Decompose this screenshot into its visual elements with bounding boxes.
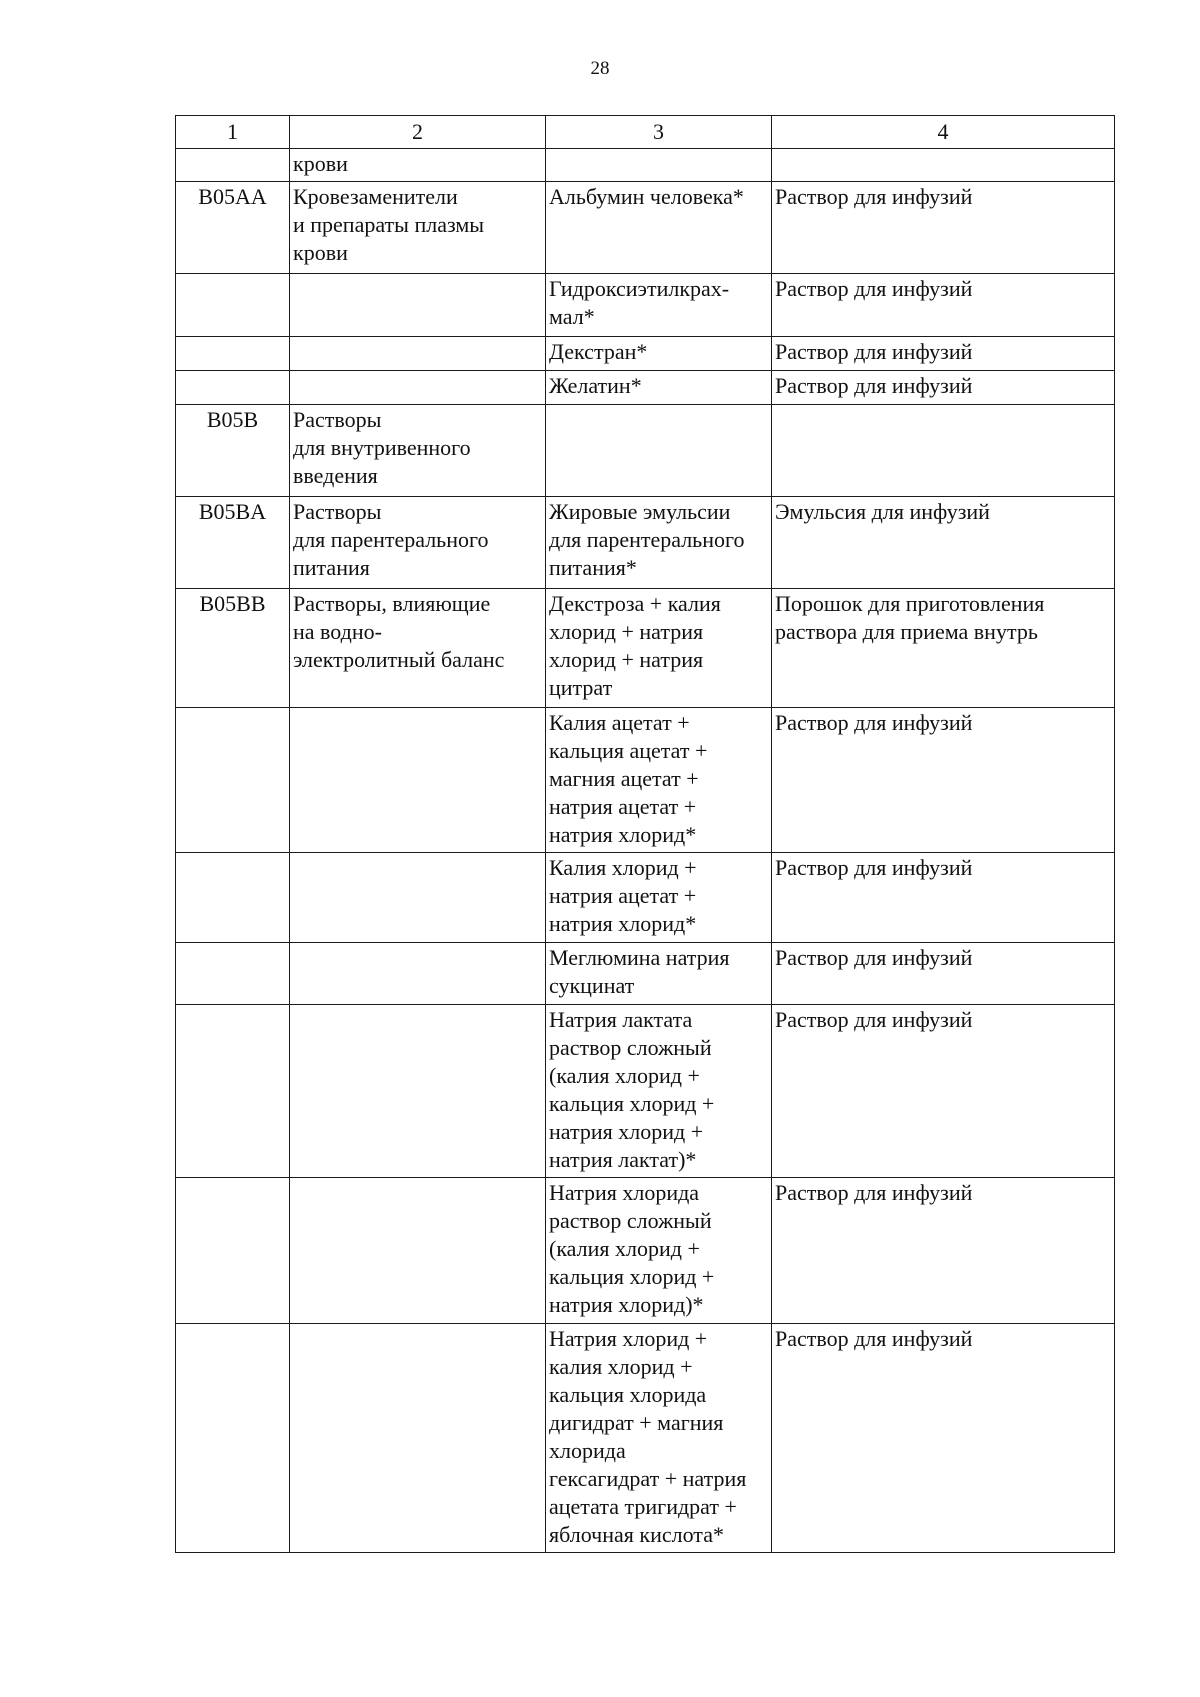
group-name-cell: Растворы для парентерального питания — [290, 497, 546, 589]
group-name-cell — [290, 1005, 546, 1178]
atc-code-cell: B05BB — [176, 589, 290, 708]
atc-code-cell — [176, 1005, 290, 1178]
atc-code-cell — [176, 149, 290, 182]
group-name-cell — [290, 708, 546, 853]
table-row — [176, 589, 1115, 708]
table-row — [176, 337, 1115, 371]
group-name-cell: Растворы, влияющие на водно- электролитный баланс — [290, 589, 546, 708]
table-row — [176, 708, 1115, 853]
dosage-form-cell: Раствор для инфузий — [772, 182, 1115, 274]
table-row — [176, 1005, 1115, 1178]
table-row — [176, 274, 1115, 337]
table-row — [176, 943, 1115, 1005]
atc-code-cell — [176, 337, 290, 371]
drug-name-cell: Альбумин человека* — [546, 182, 772, 274]
atc-code-cell — [176, 853, 290, 943]
drug-name-cell: Гидроксиэтилкрах- мал* — [546, 274, 772, 337]
drug-name-cell: Натрия хлорида раствор сложный (калия хлорид + кальция хлорид + натрия хлорид)* — [546, 1178, 772, 1324]
drug-name-cell — [546, 149, 772, 182]
dosage-form-cell: Раствор для инфузий — [772, 708, 1115, 853]
drug-name-cell: Натрия лактата раствор сложный (калия хлорид + кальция хлорид + натрия хлорид + натрия лактат)* — [546, 1005, 772, 1178]
table-header-row — [176, 116, 1115, 149]
drug-name-cell — [546, 405, 772, 497]
table-row — [176, 149, 1115, 182]
table-row — [176, 853, 1115, 943]
dosage-form-cell — [772, 405, 1115, 497]
table-row — [176, 182, 1115, 274]
table-row — [176, 1324, 1115, 1553]
atc-code-cell: B05B — [176, 405, 290, 497]
page-number: 28 — [590, 58, 610, 79]
drug-name-cell: Калия хлорид + натрия ацетат + натрия хлорид* — [546, 853, 772, 943]
dosage-form-cell: Раствор для инфузий — [772, 1324, 1115, 1553]
group-name-cell: крови — [290, 149, 546, 182]
column-header-3: 3 — [546, 116, 772, 149]
group-name-cell — [290, 943, 546, 1005]
column-header-2: 2 — [290, 116, 546, 149]
group-name-cell — [290, 337, 546, 371]
drug-name-cell: Калия ацетат + кальция ацетат + магния ацетат + натрия ацетат + натрия хлорид* — [546, 708, 772, 853]
atc-code-cell — [176, 943, 290, 1005]
group-name-cell — [290, 853, 546, 943]
drug-name-cell: Жировые эмульсии для парентерального питания* — [546, 497, 772, 589]
column-header-1: 1 — [176, 116, 290, 149]
dosage-form-cell: Порошок для приготовления раствора для приема внутрь — [772, 589, 1115, 708]
atc-code-cell — [176, 1178, 290, 1324]
dosage-form-cell: Раствор для инфузий — [772, 274, 1115, 337]
drug-name-cell: Натрия хлорид + калия хлорид + кальция хлорида дигидрат + магния хлорида гексагидрат + натрия ацетата тригидрат + яблочная кислота* — [546, 1324, 772, 1553]
dosage-form-cell: Эмульсия для инфузий — [772, 497, 1115, 589]
medication-table — [175, 115, 1115, 1553]
dosage-form-cell — [772, 149, 1115, 182]
drug-name-cell: Декстроза + калия хлорид + натрия хлорид + натрия цитрат — [546, 589, 772, 708]
column-header-4: 4 — [772, 116, 1115, 149]
group-name-cell — [290, 274, 546, 337]
table-row — [176, 497, 1115, 589]
dosage-form-cell: Раствор для инфузий — [772, 943, 1115, 1005]
group-name-cell — [290, 1324, 546, 1553]
atc-code-cell — [176, 1324, 290, 1553]
table-row — [176, 1178, 1115, 1324]
table-row — [176, 405, 1115, 497]
atc-code-cell — [176, 708, 290, 853]
dosage-form-cell: Раствор для инфузий — [772, 853, 1115, 943]
dosage-form-cell: Раствор для инфузий — [772, 1178, 1115, 1324]
table-row — [176, 371, 1115, 405]
atc-code-cell — [176, 371, 290, 405]
group-name-cell: Растворы для внутривенного введения — [290, 405, 546, 497]
drug-name-cell: Желатин* — [546, 371, 772, 405]
group-name-cell: Кровезаменители и препараты плазмы крови — [290, 182, 546, 274]
group-name-cell — [290, 371, 546, 405]
drug-name-cell: Меглюмина натрия сукцинат — [546, 943, 772, 1005]
dosage-form-cell: Раствор для инфузий — [772, 1005, 1115, 1178]
atc-code-cell: B05AA — [176, 182, 290, 274]
drug-name-cell: Декстран* — [546, 337, 772, 371]
dosage-form-cell: Раствор для инфузий — [772, 337, 1115, 371]
group-name-cell — [290, 1178, 546, 1324]
atc-code-cell: B05BA — [176, 497, 290, 589]
atc-code-cell — [176, 274, 290, 337]
dosage-form-cell: Раствор для инфузий — [772, 371, 1115, 405]
